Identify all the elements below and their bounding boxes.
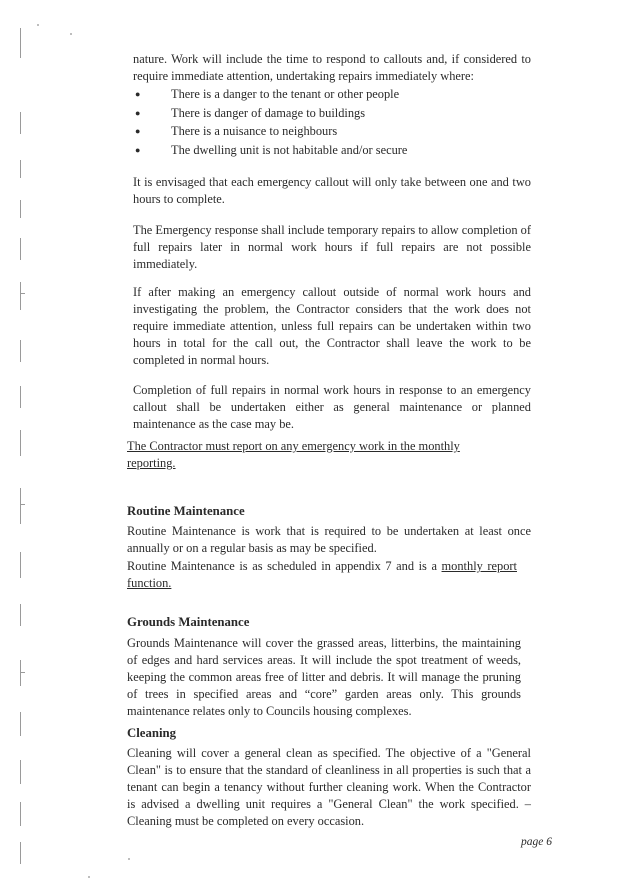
margin-change-bar [20,488,21,524]
margin-change-bar [20,282,21,310]
margin-change-bar [20,28,21,58]
margin-change-bar [20,112,21,134]
margin-change-bar [20,660,21,686]
margin-change-bar [20,200,21,218]
condition-list [133,86,513,160]
monthly-report-link: monthly report function. [127,559,517,590]
margin-change-bar [20,386,21,408]
margin-change-bar [20,160,21,178]
grounds-maintenance-heading: Grounds Maintenance [127,615,250,629]
bullet-icon: ● [135,126,141,136]
margin-change-bar [20,760,21,784]
margin-change-bar [20,712,21,736]
after-hours-paragraph: If after making an emergency callout outside of normal work hours and investigating the problem, the Contractor considers that the work does not require immediate attention, unless full repairs can be undertaken within two hours in total for the call out, the Contractor shall leave the work to be completed in normal hours. [133,285,531,367]
margin-change-bar [20,604,21,626]
margin-change-bar [20,340,21,362]
margin-change-bar [20,238,21,260]
bullet-icon: ● [135,89,141,99]
margin-change-bar [20,802,21,826]
list-item: ● There is a nuisance to neighbours [135,124,338,138]
list-item: ● There is danger of damage to buildings [135,105,366,120]
routine-maintenance-heading: Routine Maintenance [127,504,245,518]
margin-change-bar [20,552,21,578]
bullet-icon: ● [135,144,141,155]
emergency-response-paragraph: The Emergency response shall include temporary repairs to allow completion of full repairs later in normal work hours if full repairs are not possible immediately. [133,223,531,271]
scan-speck [37,24,39,26]
reporting-note: The Contractor must report on any emergency work in the monthly reporting. [127,439,460,470]
routine-schedule-paragraph: Routine Maintenance is as scheduled in appendix 7 and is a monthly report function. [127,559,517,590]
completion-paragraph: Completion of full repairs in normal work hours in response to an emergency callout shall be undertaken either as general maintenance or planned maintenance as the case may be. [133,383,531,431]
scan-speck [128,858,130,860]
margin-change-tick [20,504,25,505]
routine-paragraph: Routine Maintenance is work that is required to be undertaken at least once annually or on a regular basis as may be specified. [127,524,531,555]
scan-speck [70,33,72,35]
cleaning-heading: Cleaning [127,726,177,740]
callout-duration-paragraph: It is envisaged that each emergency callout will only take between one and two hours to complete. [133,175,531,206]
margin-change-bar [20,430,21,456]
cleaning-paragraph: Cleaning will cover a general clean as specified. The objective of a "General Clean" is to ensure that the standard of cleanliness in all properties is such that a tenant can begin a tenancy without further cleaning work. When the Contractor is advised a dwelling unit requires a "General Clean" the work specified. – Cleaning must be completed on every occasion. [127,746,531,828]
intro-paragraph: nature. Work will include the time to respond to callouts and, if considered to require immediate attention, undertaking repairs immediately where: [133,52,531,83]
bullet-icon: ● [135,107,141,118]
list-item: ● There is a danger to the tenant or other people [135,87,400,101]
margin-change-bar [20,842,21,864]
margin-change-tick [20,293,25,294]
page-number: page 6 [521,836,552,848]
grounds-paragraph: Grounds Maintenance will cover the grassed areas, litterbins, the maintaining of edges and hard services areas. It will include the spot treatment of weeds, keeping the common areas free of litter and debris. It will manage the pruning of trees in specified areas and “core” garden areas only. This grounds maintenance relates only to Councils housing complexes. [127,636,521,718]
margin-change-tick [20,672,25,673]
list-item: ● The dwelling unit is not habitable and/or secure [135,142,408,157]
scan-speck [88,876,90,878]
